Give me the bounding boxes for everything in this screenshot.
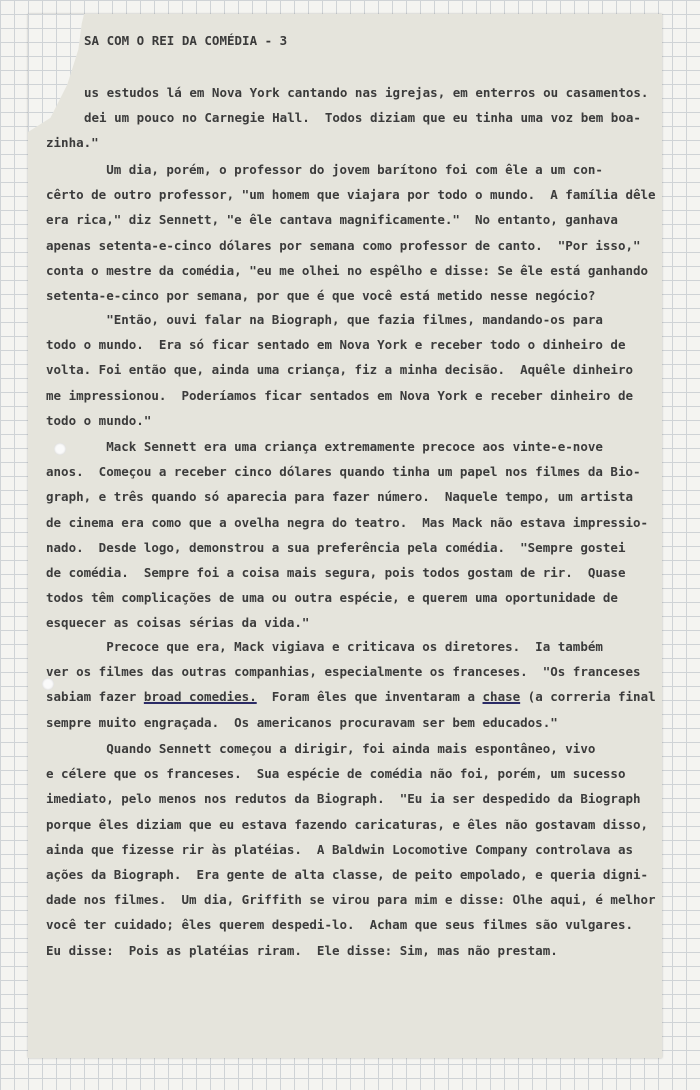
text-line: todo o mundo. Era só ficar sentado em Nova York e receber todo o dinheiro de	[46, 337, 626, 353]
text-fragment: sabiam fazer	[46, 689, 144, 705]
text-line: todos têm complicações de uma ou outra espécie, e querem uma oportunidade de	[46, 590, 618, 606]
underlined-term: chase	[482, 689, 521, 705]
text-line	[46, 690, 656, 704]
text-line: ainda que fizesse rir às platéias. A Baldwin Locomotive Company controlava as	[46, 841, 633, 857]
text-line: me impressionou. Poderíamos ficar sentados em Nova York e receber dinheiro de	[46, 387, 633, 403]
text-line: zinha."	[46, 135, 99, 151]
text-fragment: Foram êles que inventaram a	[256, 689, 483, 705]
text-line: us estudos lá em Nova York cantando nas igrejas, em enterros ou casamentos.	[84, 85, 649, 100]
text-line: Eu disse: Pois as platéias riram. Ele disse: Sim, mas não prestam.	[46, 942, 558, 958]
text-line: apenas setenta-e-cinco dólares por semana como professor de canto. "Por isso,"	[46, 237, 641, 253]
text-line: dei um pouco no Carnegie Hall. Todos diziam que eu tinha uma voz bem boa-	[84, 110, 641, 126]
text-line: "Então, ouvi falar na Biograph, que fazia filmes, mandando-os para	[46, 312, 603, 327]
text-line: Um dia, porém, o professor do jovem barítono foi com êle a um con-	[46, 162, 603, 177]
text-line: imediato, pelo menos nos redutos da Biograph. "Eu ia ser despedido da Biograph	[46, 791, 641, 807]
text-line: volta. Foi então que, ainda uma criança, fiz a minha decisão. Aquêle dinheiro	[46, 362, 633, 378]
text-line: Mack Sennett era uma criança extremamente precoce aos vinte-e-nove	[46, 439, 603, 454]
text-line: você ter cuidado; êles querem despedi-lo. Acham que seus filmes são vulgares.	[46, 917, 633, 933]
text-line: conta o mestre da comédia, "eu me olhei no espêlho e disse: Se êle está ganhando	[46, 262, 649, 278]
underlined-term: broad comedies.	[143, 689, 257, 705]
text-line: e célere que os franceses. Sua espécie de comédia não foi, porém, um sucesso	[46, 766, 626, 782]
text-line: ver os filmes das outras companhias, especialmente os franceses. "Os franceses	[46, 664, 641, 680]
page-header: SA COM O REI DA COMÉDIA - 3	[84, 33, 288, 48]
text-line: graph, e três quando só aparecia para fazer número. Naquele tempo, um artista	[46, 489, 633, 505]
text-line: Precoce que era, Mack vigiava e criticava os diretores. Ia também	[46, 639, 603, 654]
text-line: porque êles diziam que eu estava fazendo caricaturas, e êles não gostavam disso,	[46, 816, 649, 832]
text-fragment: (a correria final	[520, 689, 656, 705]
text-line: dade nos filmes. Um dia, Griffith se virou para mim e disse: Olhe aqui, é melhor	[46, 892, 656, 908]
text-line: sempre muito engraçada. Os americanos procuravam ser bem educados."	[46, 714, 558, 730]
text-line: cêrto de outro professor, "um homem que viajara por todo o mundo. A família dêle	[46, 187, 656, 203]
text-line: setenta-e-cinco por semana, por que é que você está metido nesse negócio?	[46, 288, 596, 303]
text-line: ações da Biograph. Era gente de alta classe, de peito empolado, e queria digni-	[46, 867, 649, 882]
text-line: anos. Começou a receber cinco dólares quando tinha um papel nos filmes da Bio-	[46, 464, 641, 480]
text-line: esquecer as coisas sérias da vida."	[46, 615, 310, 631]
text-line: nado. Desde logo, demonstrou a sua preferência pela comédia. "Sempre gostei	[46, 539, 626, 555]
text-line: era rica," diz Sennett, "e êle cantava magnificamente." No entanto, ganhava	[46, 212, 618, 228]
text-line: de cinema era como que a ovelha negra do teatro. Mas Mack não estava impressio-	[46, 514, 649, 530]
text-line: todo o mundo."	[46, 412, 152, 428]
text-line: Quando Sennett começou a dirigir, foi ainda mais espontâneo, vivo	[46, 741, 596, 756]
text-line: de comédia. Sempre foi a coisa mais segura, pois todos gostam de rir. Quase	[46, 565, 626, 580]
